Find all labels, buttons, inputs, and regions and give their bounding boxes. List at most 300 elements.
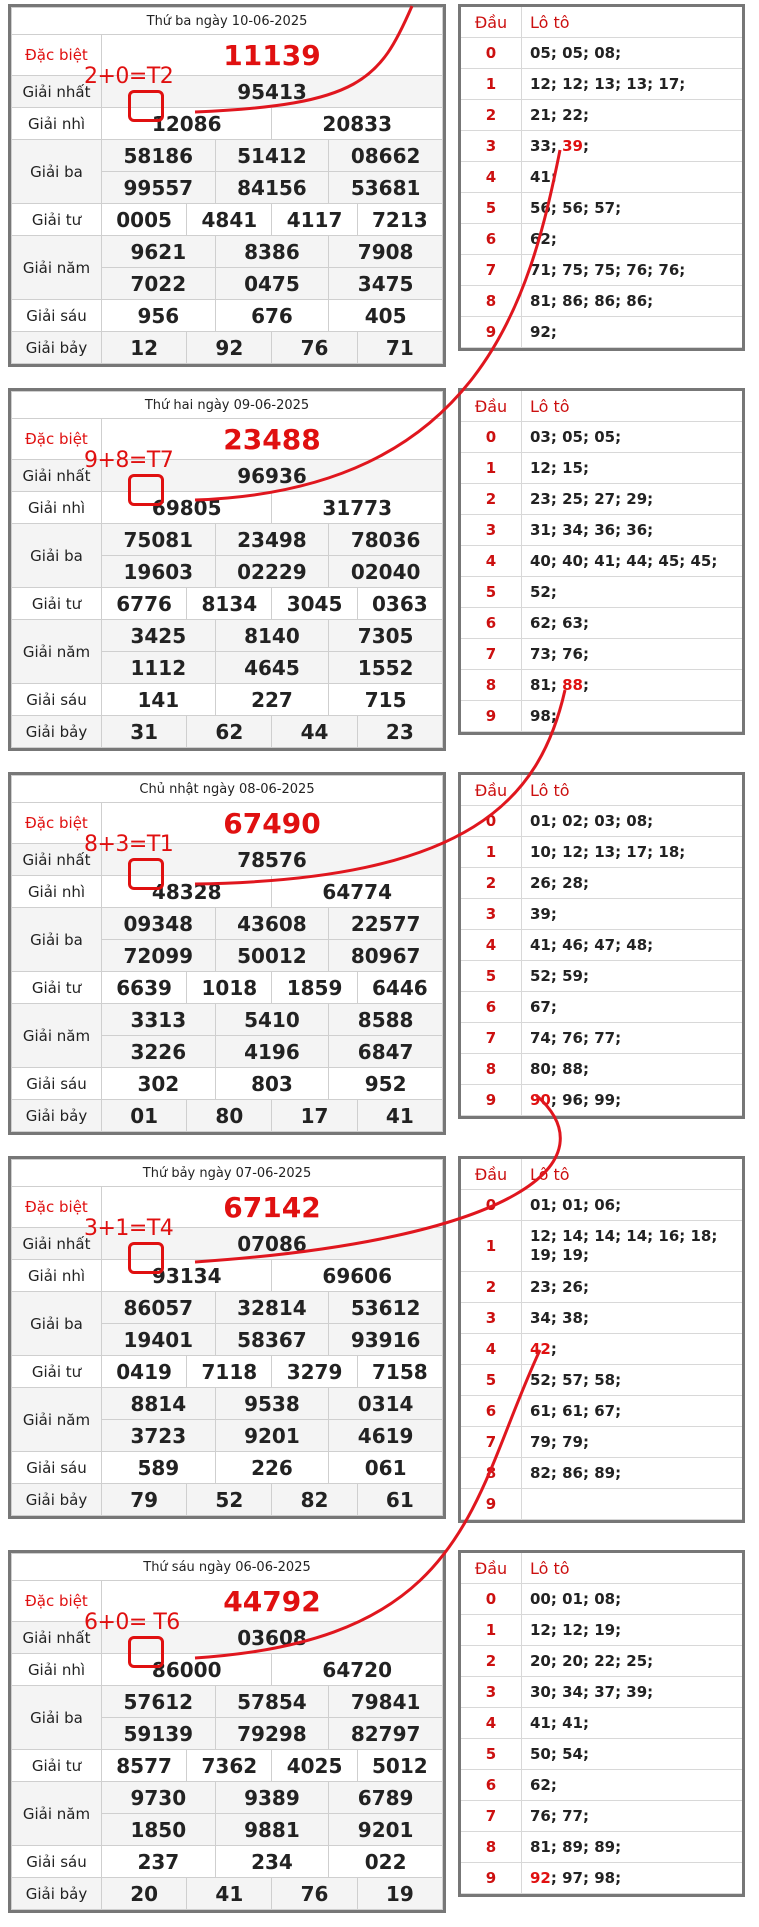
loto-row xyxy=(461,1303,742,1334)
dau-digit: 8 xyxy=(461,1832,522,1863)
sum-annotation: 9+8=T7 xyxy=(84,448,174,473)
dau-digit: 1 xyxy=(461,837,522,868)
fifth-prize: 5410 xyxy=(215,1004,329,1036)
loto-values xyxy=(522,1863,743,1894)
label-second: Giải nhì xyxy=(12,1260,102,1292)
label-first: Giải nhất xyxy=(12,76,102,108)
results-table xyxy=(8,388,446,751)
third-prize: 99557 xyxy=(102,172,216,204)
seventh-prize: 44 xyxy=(272,716,357,748)
label-special: Đặc biệt xyxy=(12,803,102,844)
third-prize: 58367 xyxy=(215,1324,329,1356)
dau-header: Đầu xyxy=(461,775,522,806)
dau-digit: 3 xyxy=(461,515,522,546)
loto-header: Lô tô xyxy=(522,7,743,38)
loto-values xyxy=(522,1427,743,1458)
dau-digit: 3 xyxy=(461,899,522,930)
label-seventh: Giải bảy xyxy=(12,332,102,364)
fourth-prize: 6639 xyxy=(102,972,187,1004)
loto-numbers: 03; 05; 05; xyxy=(530,427,622,446)
label-fourth: Giải tư xyxy=(12,972,102,1004)
fifth-prize: 9538 xyxy=(215,1388,329,1420)
fifth-prize: 9201 xyxy=(215,1420,329,1452)
loto-values xyxy=(522,1272,743,1303)
third-prize: 53612 xyxy=(329,1292,443,1324)
second-prize: 31773 xyxy=(272,492,443,524)
loto-row xyxy=(461,1054,742,1085)
special-prize: 67142 xyxy=(102,1187,443,1228)
sixth-prize: 803 xyxy=(215,1068,329,1100)
loto-row xyxy=(461,453,742,484)
loto-numbers: 52; 57; 58; xyxy=(530,1370,622,1389)
fifth-prize: 6847 xyxy=(329,1036,443,1068)
fifth-prize: 1112 xyxy=(102,652,216,684)
loto-row xyxy=(461,1365,742,1396)
fifth-prize: 9389 xyxy=(215,1782,329,1814)
loto-row xyxy=(461,286,742,317)
seventh-prize: 71 xyxy=(357,332,442,364)
seventh-prize: 23 xyxy=(357,716,442,748)
loto-values xyxy=(522,1646,743,1677)
loto-numbers: 12; 14; 14; 14; 16; 18; 19; 19; xyxy=(530,1227,718,1264)
loto-values xyxy=(522,131,743,162)
sixth-prize: 061 xyxy=(329,1452,443,1484)
label-third: Giải ba xyxy=(12,524,102,588)
sixth-prize: 956 xyxy=(102,300,216,332)
third-prize: 79298 xyxy=(215,1718,329,1750)
loto-row xyxy=(461,546,742,577)
loto-values xyxy=(522,1458,743,1489)
fourth-prize: 7158 xyxy=(357,1356,442,1388)
label-third: Giải ba xyxy=(12,908,102,972)
sixth-prize: 226 xyxy=(215,1452,329,1484)
loto-row xyxy=(461,837,742,868)
sixth-prize: 952 xyxy=(329,1068,443,1100)
dau-digit: 2 xyxy=(461,1646,522,1677)
seventh-prize: 76 xyxy=(272,1878,357,1910)
fifth-prize: 6789 xyxy=(329,1782,443,1814)
third-prize: 93916 xyxy=(329,1324,443,1356)
dau-digit: 7 xyxy=(461,639,522,670)
third-prize: 32814 xyxy=(215,1292,329,1324)
dau-digit: 2 xyxy=(461,1272,522,1303)
dau-digit: 0 xyxy=(461,1584,522,1615)
special-prize: 11139 xyxy=(102,35,443,76)
dau-digit: 1 xyxy=(461,69,522,100)
loto-values xyxy=(522,224,743,255)
label-special: Đặc biệt xyxy=(12,419,102,460)
dau-digit: 4 xyxy=(461,930,522,961)
label-third: Giải ba xyxy=(12,1686,102,1750)
third-prize: 02040 xyxy=(329,556,443,588)
highlight-box xyxy=(128,1636,164,1668)
loto-values xyxy=(522,193,743,224)
third-prize: 22577 xyxy=(329,908,443,940)
loto-header: Lô tô xyxy=(522,775,743,806)
second-prize: 69805 xyxy=(102,492,272,524)
label-second: Giải nhì xyxy=(12,1654,102,1686)
sixth-prize: 302 xyxy=(102,1068,216,1100)
loto-row xyxy=(461,868,742,899)
loto-values xyxy=(522,670,743,701)
loto-numbers: 74; 76; 77; xyxy=(530,1028,622,1047)
fifth-prize: 3475 xyxy=(329,268,443,300)
dau-digit: 0 xyxy=(461,806,522,837)
loto-row xyxy=(461,899,742,930)
seventh-prize: 61 xyxy=(357,1484,442,1516)
dau-digit: 6 xyxy=(461,608,522,639)
dau-header: Đầu xyxy=(461,1553,522,1584)
label-sixth: Giải sáu xyxy=(12,684,102,716)
loto-values xyxy=(522,1334,743,1365)
loto-table xyxy=(458,1550,745,1897)
loto-row xyxy=(461,484,742,515)
loto-values xyxy=(522,1801,743,1832)
label-fourth: Giải tư xyxy=(12,1750,102,1782)
loto-numbers: 31; 34; 36; 36; xyxy=(530,520,654,539)
fifth-prize: 7908 xyxy=(329,236,443,268)
first-prize: 03608 xyxy=(102,1622,443,1654)
sixth-prize: 234 xyxy=(215,1846,329,1878)
loto-numbers: 39; xyxy=(530,904,557,923)
loto-numbers: 05; 05; 08; xyxy=(530,43,622,62)
loto-numbers: 12; 12; 13; 13; 17; xyxy=(530,74,686,93)
fifth-prize: 7305 xyxy=(329,620,443,652)
fourth-prize: 8134 xyxy=(187,588,272,620)
dau-header: Đầu xyxy=(461,391,522,422)
loto-values xyxy=(522,639,743,670)
loto-row xyxy=(461,1458,742,1489)
third-prize: 08662 xyxy=(329,140,443,172)
seventh-prize: 76 xyxy=(272,332,357,364)
special-prize: 23488 xyxy=(102,419,443,460)
loto-row xyxy=(461,1023,742,1054)
seventh-prize: 52 xyxy=(187,1484,272,1516)
label-seventh: Giải bảy xyxy=(12,716,102,748)
first-prize: 96936 xyxy=(102,460,443,492)
label-first: Giải nhất xyxy=(12,1228,102,1260)
sixth-prize: 715 xyxy=(329,684,443,716)
label-third: Giải ba xyxy=(12,140,102,204)
loto-values xyxy=(522,608,743,639)
loto-numbers: 00; 01; 08; xyxy=(530,1589,622,1608)
third-prize: 75081 xyxy=(102,524,216,556)
first-prize: 78576 xyxy=(102,844,443,876)
dau-digit: 9 xyxy=(461,317,522,348)
dau-digit: 5 xyxy=(461,1739,522,1770)
dau-digit: 2 xyxy=(461,484,522,515)
loto-numbers: 76; 77; xyxy=(530,1806,589,1825)
label-second: Giải nhì xyxy=(12,492,102,524)
third-prize: 79841 xyxy=(329,1686,443,1718)
loto-row xyxy=(461,1427,742,1458)
loto-numbers: 50; 54; xyxy=(530,1744,589,1763)
sum-annotation: 6+0= T6 xyxy=(84,1610,180,1635)
loto-numbers: 62; xyxy=(530,229,557,248)
loto-row xyxy=(461,1615,742,1646)
third-prize: 51412 xyxy=(215,140,329,172)
third-prize: 23498 xyxy=(215,524,329,556)
fifth-prize: 3313 xyxy=(102,1004,216,1036)
fifth-prize: 9621 xyxy=(102,236,216,268)
second-prize: 12086 xyxy=(102,108,272,140)
dau-digit: 2 xyxy=(461,868,522,899)
label-seventh: Giải bảy xyxy=(12,1100,102,1132)
loto-row xyxy=(461,193,742,224)
loto-row xyxy=(461,1739,742,1770)
third-prize: 80967 xyxy=(329,940,443,972)
loto-row xyxy=(461,224,742,255)
loto-numbers: 01; 02; 03; 08; xyxy=(530,811,654,830)
loto-numbers-tail: ; 96; 99; xyxy=(550,1090,622,1109)
dau-digit: 4 xyxy=(461,1334,522,1365)
loto-values xyxy=(522,286,743,317)
label-fifth: Giải năm xyxy=(12,236,102,300)
loto-values xyxy=(522,1708,743,1739)
loto-numbers: 01; 01; 06; xyxy=(530,1195,622,1214)
loto-row xyxy=(461,961,742,992)
sixth-prize: 237 xyxy=(102,1846,216,1878)
loto-row xyxy=(461,69,742,100)
third-prize: 02229 xyxy=(215,556,329,588)
seventh-prize: 62 xyxy=(187,716,272,748)
label-sixth: Giải sáu xyxy=(12,1452,102,1484)
second-prize: 20833 xyxy=(272,108,443,140)
seventh-prize: 12 xyxy=(102,332,187,364)
label-third: Giải ba xyxy=(12,1292,102,1356)
loto-row xyxy=(461,515,742,546)
fourth-prize: 4117 xyxy=(272,204,357,236)
fourth-prize: 3279 xyxy=(272,1356,357,1388)
fifth-prize: 9730 xyxy=(102,1782,216,1814)
dau-digit: 4 xyxy=(461,1708,522,1739)
fifth-prize: 7022 xyxy=(102,268,216,300)
loto-values xyxy=(522,1365,743,1396)
third-prize: 57854 xyxy=(215,1686,329,1718)
label-sixth: Giải sáu xyxy=(12,300,102,332)
label-fourth: Giải tư xyxy=(12,588,102,620)
special-prize: 44792 xyxy=(102,1581,443,1622)
third-prize: 43608 xyxy=(215,908,329,940)
second-prize: 64720 xyxy=(272,1654,443,1686)
loto-row xyxy=(461,38,742,69)
sixth-prize: 141 xyxy=(102,684,216,716)
sum-annotation: 8+3=T1 xyxy=(84,832,174,857)
loto-numbers: 41; xyxy=(530,167,557,186)
seventh-prize: 82 xyxy=(272,1484,357,1516)
loto-header: Lô tô xyxy=(522,1159,743,1190)
loto-numbers: 41; 41; xyxy=(530,1713,589,1732)
highlighted-number: 88 xyxy=(562,675,583,694)
loto-numbers-tail: ; 97; 98; xyxy=(550,1868,622,1887)
loto-row xyxy=(461,608,742,639)
highlighted-number: 42 xyxy=(530,1339,551,1358)
loto-row xyxy=(461,1272,742,1303)
fourth-prize: 3045 xyxy=(272,588,357,620)
sum-annotation: 2+0=T2 xyxy=(84,64,174,89)
fourth-prize: 4025 xyxy=(272,1750,357,1782)
loto-values xyxy=(522,701,743,732)
loto-values xyxy=(522,1489,743,1520)
loto-row xyxy=(461,701,742,732)
third-prize: 53681 xyxy=(329,172,443,204)
seventh-prize: 17 xyxy=(272,1100,357,1132)
loto-values xyxy=(522,162,743,193)
loto-values xyxy=(522,1221,743,1272)
loto-numbers-tail: ; xyxy=(550,1339,557,1358)
loto-numbers: 98; xyxy=(530,706,557,725)
seventh-prize: 41 xyxy=(187,1878,272,1910)
loto-values xyxy=(522,422,743,453)
loto-header: Lô tô xyxy=(522,1553,743,1584)
loto-values xyxy=(522,255,743,286)
fifth-prize: 9881 xyxy=(215,1814,329,1846)
fifth-prize: 1552 xyxy=(329,652,443,684)
loto-values xyxy=(522,1770,743,1801)
loto-numbers: 10; 12; 13; 17; 18; xyxy=(530,842,686,861)
dau-digit: 8 xyxy=(461,1458,522,1489)
highlight-box xyxy=(128,474,164,506)
loto-numbers: 26; 28; xyxy=(530,873,589,892)
sixth-prize: 405 xyxy=(329,300,443,332)
seventh-prize: 79 xyxy=(102,1484,187,1516)
second-prize: 93134 xyxy=(102,1260,272,1292)
loto-row xyxy=(461,577,742,608)
loto-values xyxy=(522,961,743,992)
fifth-prize: 0314 xyxy=(329,1388,443,1420)
highlight-box xyxy=(128,858,164,890)
dau-digit: 9 xyxy=(461,1863,522,1894)
dau-digit: 7 xyxy=(461,1801,522,1832)
seventh-prize: 80 xyxy=(187,1100,272,1132)
loto-values xyxy=(522,515,743,546)
dau-digit: 7 xyxy=(461,1023,522,1054)
draw-date-title: Thứ bảy ngày 07-06-2025 xyxy=(12,1160,443,1187)
loto-values xyxy=(522,1396,743,1427)
loto-numbers: 81; xyxy=(530,675,563,694)
loto-numbers: 92; xyxy=(530,322,557,341)
dau-header: Đầu xyxy=(461,7,522,38)
loto-numbers: 41; 46; 47; 48; xyxy=(530,935,654,954)
fourth-prize: 0363 xyxy=(357,588,442,620)
fifth-prize: 8814 xyxy=(102,1388,216,1420)
loto-row xyxy=(461,1085,742,1116)
results-table xyxy=(8,1156,446,1519)
second-prize: 64774 xyxy=(272,876,443,908)
third-prize: 84156 xyxy=(215,172,329,204)
dau-digit: 6 xyxy=(461,1396,522,1427)
dau-digit: 2 xyxy=(461,100,522,131)
fourth-prize: 0005 xyxy=(102,204,187,236)
dau-digit: 1 xyxy=(461,453,522,484)
dau-digit: 7 xyxy=(461,255,522,286)
loto-row xyxy=(461,1832,742,1863)
loto-values xyxy=(522,453,743,484)
dau-digit: 9 xyxy=(461,1489,522,1520)
loto-table xyxy=(458,1156,745,1523)
fifth-prize: 3425 xyxy=(102,620,216,652)
loto-row xyxy=(461,162,742,193)
fifth-prize: 4619 xyxy=(329,1420,443,1452)
loto-row xyxy=(461,930,742,961)
loto-row xyxy=(461,131,742,162)
third-prize: 78036 xyxy=(329,524,443,556)
third-prize: 19401 xyxy=(102,1324,216,1356)
third-prize: 57612 xyxy=(102,1686,216,1718)
dau-digit: 5 xyxy=(461,1365,522,1396)
third-prize: 50012 xyxy=(215,940,329,972)
fourth-prize: 7118 xyxy=(187,1356,272,1388)
highlight-box xyxy=(128,90,164,122)
loto-values xyxy=(522,577,743,608)
dau-digit: 8 xyxy=(461,670,522,701)
label-seventh: Giải bảy xyxy=(12,1484,102,1516)
loto-row xyxy=(461,317,742,348)
loto-values xyxy=(522,899,743,930)
loto-row xyxy=(461,1221,742,1272)
draw-date-title: Thứ ba ngày 10-06-2025 xyxy=(12,8,443,35)
loto-row xyxy=(461,1584,742,1615)
loto-numbers: 23; 25; 27; 29; xyxy=(530,489,654,508)
draw-date-title: Chủ nhật ngày 08-06-2025 xyxy=(12,776,443,803)
label-fifth: Giải năm xyxy=(12,620,102,684)
highlighted-number: 90 xyxy=(530,1090,551,1109)
dau-digit: 4 xyxy=(461,546,522,577)
draw-date-title: Thứ sáu ngày 06-06-2025 xyxy=(12,1554,443,1581)
seventh-prize: 41 xyxy=(357,1100,442,1132)
dau-digit: 3 xyxy=(461,131,522,162)
loto-numbers: 23; 26; xyxy=(530,1277,589,1296)
loto-values xyxy=(522,484,743,515)
loto-numbers: 71; 75; 75; 76; 76; xyxy=(530,260,686,279)
loto-numbers: 40; 40; 41; 44; 45; 45; xyxy=(530,551,718,570)
fourth-prize: 1018 xyxy=(187,972,272,1004)
fifth-prize: 0475 xyxy=(215,268,329,300)
dau-digit: 3 xyxy=(461,1303,522,1334)
fourth-prize: 5012 xyxy=(357,1750,442,1782)
third-prize: 82797 xyxy=(329,1718,443,1750)
loto-values xyxy=(522,1739,743,1770)
seventh-prize: 19 xyxy=(357,1878,442,1910)
fifth-prize: 4645 xyxy=(215,652,329,684)
loto-row xyxy=(461,639,742,670)
loto-numbers: 34; 38; xyxy=(530,1308,589,1327)
dau-digit: 5 xyxy=(461,193,522,224)
loto-row xyxy=(461,255,742,286)
dau-digit: 0 xyxy=(461,422,522,453)
fourth-prize: 4841 xyxy=(187,204,272,236)
loto-row xyxy=(461,1489,742,1520)
loto-numbers: 73; 76; xyxy=(530,644,589,663)
label-fifth: Giải năm xyxy=(12,1388,102,1452)
loto-values xyxy=(522,837,743,868)
loto-values xyxy=(522,38,743,69)
loto-numbers: 12; 15; xyxy=(530,458,589,477)
fifth-prize: 9201 xyxy=(329,1814,443,1846)
fifth-prize: 1850 xyxy=(102,1814,216,1846)
loto-numbers: 21; 22; xyxy=(530,105,589,124)
label-sixth: Giải sáu xyxy=(12,1846,102,1878)
second-prize: 48328 xyxy=(102,876,272,908)
first-prize: 95413 xyxy=(102,76,443,108)
highlighted-number: 92 xyxy=(530,1868,551,1887)
label-fifth: Giải năm xyxy=(12,1782,102,1846)
highlighted-number: 39 xyxy=(562,136,583,155)
loto-row xyxy=(461,1396,742,1427)
dau-digit: 8 xyxy=(461,286,522,317)
loto-row xyxy=(461,992,742,1023)
fifth-prize: 4196 xyxy=(215,1036,329,1068)
